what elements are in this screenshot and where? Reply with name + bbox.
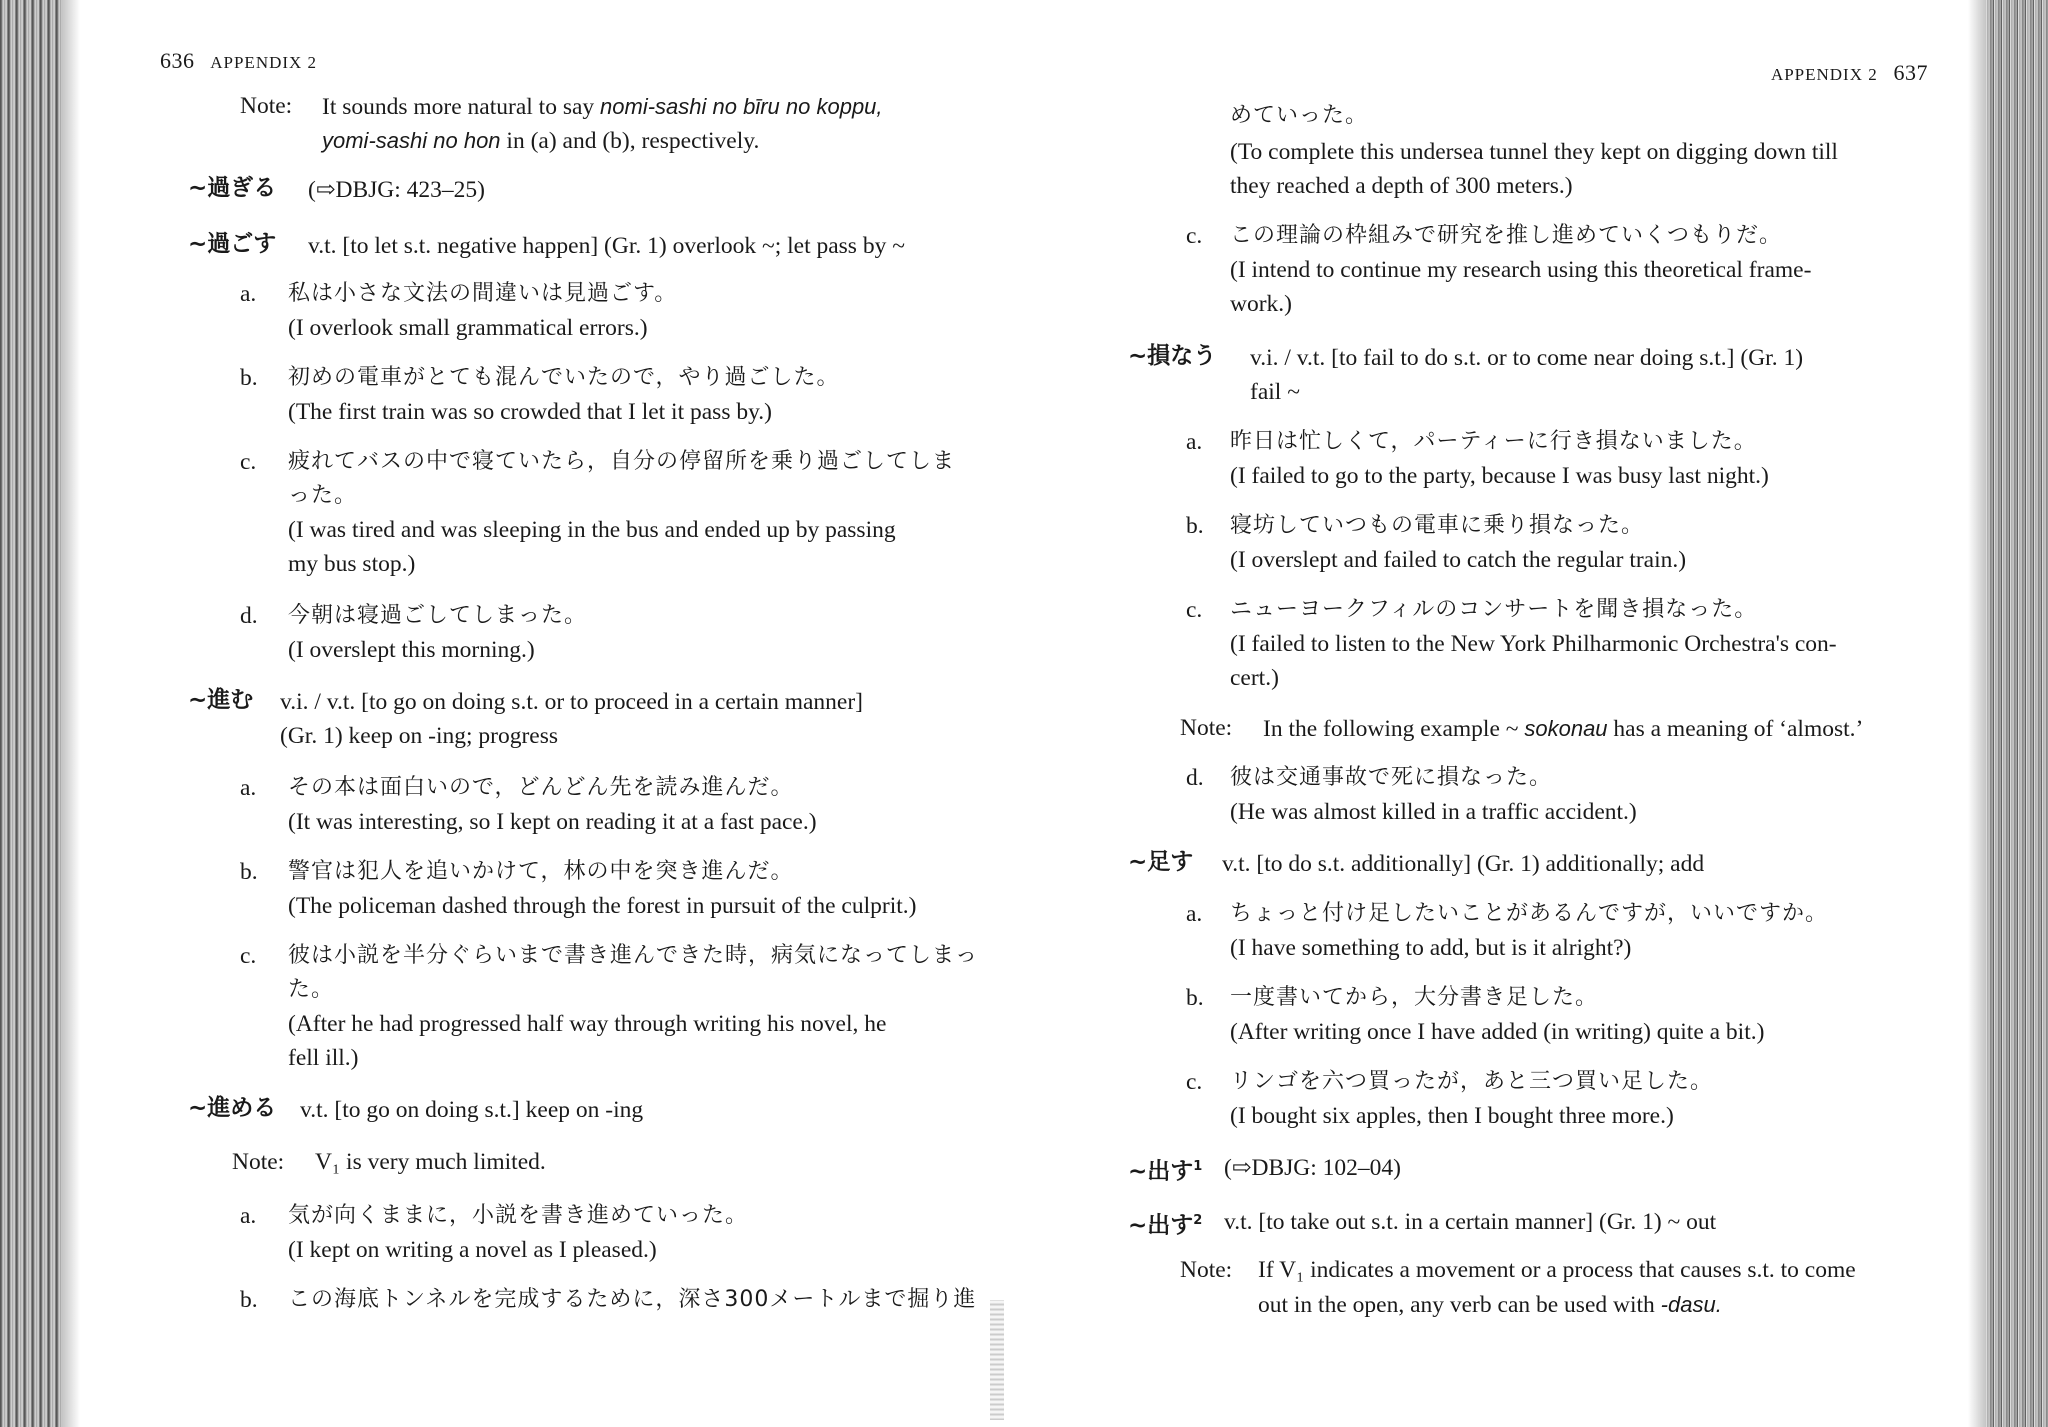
- example-label: a.: [1186, 901, 1203, 927]
- example-en: (It was interesting, so I kept on reading it at a fast pace.): [288, 809, 817, 835]
- example-en: (He was almost killed in a traffic accident.): [1230, 799, 1637, 825]
- example-en: (After writing once I have added (in writing) quite a bit.): [1230, 1019, 1765, 1045]
- example-label: a.: [240, 775, 257, 801]
- right-running-title: APPENDIX 2: [1770, 65, 1878, 84]
- def-sugiru: (⇨DBJG: 423–25): [308, 177, 486, 203]
- example-label: b.: [1186, 985, 1204, 1011]
- book-spine-left: [0, 0, 62, 1427]
- example-en: (I kept on writing a novel as I pleased.): [288, 1237, 657, 1263]
- left-page-number: 636: [160, 48, 195, 73]
- example-jp: 初めの電車がとても混んでいたので，やり過ごした。: [288, 365, 840, 390]
- example-jp: た。: [288, 977, 335, 1002]
- example-en: cert.): [1230, 665, 1279, 691]
- example-jp: 昨日は忙しくて，パーティーに行き損ないました。: [1230, 429, 1757, 454]
- example-label: b.: [240, 859, 258, 885]
- example-jp: ニューヨークフィルのコンサートを聞き損なった。: [1230, 597, 1758, 622]
- note-text: In the following example ~ sokonau has a meaning of ‘almost.’: [1263, 716, 1864, 742]
- note-label: Note:: [1180, 715, 1233, 741]
- example-label: b.: [240, 1287, 258, 1313]
- example-en: they reached a depth of 300 meters.): [1230, 173, 1573, 199]
- example-label: c.: [240, 943, 257, 969]
- headword-sugiru: ~過ぎる: [188, 175, 277, 201]
- def-sokonau: v.i. / v.t. [to fail to do s.t. or to come near doing s.t.] (Gr. 1): [1250, 345, 1804, 371]
- left-running-head: [160, 48, 327, 74]
- headword-susumeru: ~進める: [188, 1095, 277, 1121]
- note-label: Note:: [232, 1149, 285, 1175]
- left-running-title: APPENDIX 2: [210, 53, 318, 72]
- example-jp: 疲れてバスの中で寝ていたら，自分の停留所を乗り過ごしてしま: [288, 449, 956, 474]
- def-dasu-1: (⇨DBJG: 102–04): [1224, 1155, 1402, 1181]
- example-label: a.: [1186, 429, 1203, 455]
- example-en: (I have something to add, but is it alright?): [1230, 935, 1632, 961]
- def-susumu: v.i. / v.t. [to go on doing s.t. or to proceed in a certain manner]: [280, 689, 863, 715]
- note-text: V₁ is very much limited.: [315, 1149, 546, 1175]
- headword-dasu-1: ~出す$^1$: [1128, 1158, 1203, 1185]
- example-en: (I failed to listen to the New York Philharmonic Orchestra's con-: [1230, 631, 1837, 657]
- example-en: (After he had progressed half way through writing his novel, he: [288, 1011, 887, 1037]
- example-label: c.: [1186, 597, 1203, 623]
- example-en: (I overslept and failed to catch the regular train.): [1230, 547, 1687, 573]
- example-jp: ちょっと付け足したいことがあるんですが，いいですか。: [1230, 901, 1829, 926]
- def-sokonau: fail ~: [1250, 379, 1300, 405]
- example-jp: 今朝は寝過ごしてしまった。: [288, 603, 588, 628]
- def-tasu: v.t. [to do s.t. additionally] (Gr. 1) additionally; add: [1222, 851, 1705, 877]
- example-label: a.: [240, 281, 257, 307]
- book-spine-right: [1986, 0, 2048, 1427]
- example-jp: 彼は小説を半分ぐらいまで書き進んできた時，病気になってしまっ: [288, 943, 979, 968]
- note-label: Note:: [240, 93, 293, 119]
- example-label: c.: [1186, 1069, 1203, 1095]
- note-text-line2: out in the open, any verb can be used with -dasu.: [1258, 1292, 1722, 1318]
- example-label: d.: [240, 603, 258, 629]
- example-jp: 警官は犯人を追いかけて，林の中を突き進んだ。: [288, 859, 794, 884]
- example-jp: その本は面白いので，どんどん先を読み進んだ。: [288, 775, 794, 800]
- example-jp: この理論の枠組みで研究を推し進めていくつもりだ。: [1230, 223, 1783, 248]
- right-page-number: 637: [1893, 60, 1928, 85]
- example-en: (I bought six apples, then I bought three more.): [1230, 1103, 1674, 1129]
- example-en: fell ill.): [288, 1045, 359, 1071]
- note-text-line1: It sounds more natural to say nomi-sashi no bīru no koppu,: [322, 94, 883, 120]
- example-label: b.: [240, 365, 258, 391]
- headword-tasu: ~足す: [1128, 849, 1194, 875]
- def-dasu-2: v.t. [to take out s.t. in a certain manner] (Gr. 1) ~ out: [1224, 1209, 1717, 1235]
- example-jp: この海底トンネルを完成するために，深さ300メートルまで掘り進: [288, 1287, 977, 1312]
- def-susumeru: v.t. [to go on doing s.t.] keep on -ing: [300, 1097, 644, 1123]
- example-jp: 私は小さな文法の間違いは見過ごす。: [288, 281, 678, 306]
- page-gutter: [990, 1300, 1004, 1420]
- def-susumu: (Gr. 1) keep on -ing; progress: [280, 723, 559, 749]
- headword-sugosu: ~過ごす: [188, 231, 277, 257]
- example-en: (To complete this undersea tunnel they kept on digging down till: [1230, 139, 1838, 165]
- note-text-line2: yomi-sashi no hon in (a) and (b), respectively.: [322, 128, 760, 154]
- example-label: c.: [240, 449, 257, 475]
- example-jp: 気が向くままに，小説を書き進めていった。: [288, 1203, 749, 1228]
- def-sugosu: v.t. [to let s.t. negative happen] (Gr. 1) overlook ~; let pass by ~: [308, 233, 905, 259]
- example-en: work.): [1230, 291, 1292, 317]
- example-en: (The first train was so crowded that I let it pass by.): [288, 399, 773, 425]
- headword-susumu: ~進む: [188, 687, 254, 713]
- example-en: (I failed to go to the party, because I was busy last night.): [1230, 463, 1769, 489]
- headword-dasu-2: ~出す$^2$: [1128, 1212, 1203, 1239]
- example-en: (I intend to continue my research using this theoretical frame-: [1230, 257, 1812, 283]
- example-en: (I overslept this morning.): [288, 637, 535, 663]
- example-jp: 寝坊していつもの電車に乗り損なった。: [1230, 513, 1645, 538]
- example-label: b.: [1186, 513, 1204, 539]
- note-label: Note:: [1180, 1257, 1233, 1283]
- example-en: my bus stop.): [288, 551, 416, 577]
- right-running-head: [1761, 60, 1928, 86]
- example-jp: めていった。: [1230, 103, 1369, 128]
- example-en: (The policeman dashed through the forest in pursuit of the culprit.): [288, 893, 917, 919]
- example-en: (I overlook small grammatical errors.): [288, 315, 648, 341]
- example-en: (I was tired and was sleeping in the bus and ended up by passing: [288, 517, 896, 543]
- example-jp: 一度書いてから，大分書き足した。: [1230, 985, 1599, 1010]
- example-jp: 彼は交通事故で死に損なった。: [1230, 765, 1553, 790]
- example-jp: リンゴを六つ買ったが，あと三つ買い足した。: [1230, 1069, 1714, 1094]
- example-jp: った。: [288, 483, 358, 508]
- note-text-line1: If V₁ indicates a movement or a process that causes s.t. to come: [1258, 1257, 1856, 1283]
- headword-sokonau: ~損なう: [1128, 343, 1217, 369]
- example-label: c.: [1186, 223, 1203, 249]
- example-label: d.: [1186, 765, 1204, 791]
- example-label: a.: [240, 1203, 257, 1229]
